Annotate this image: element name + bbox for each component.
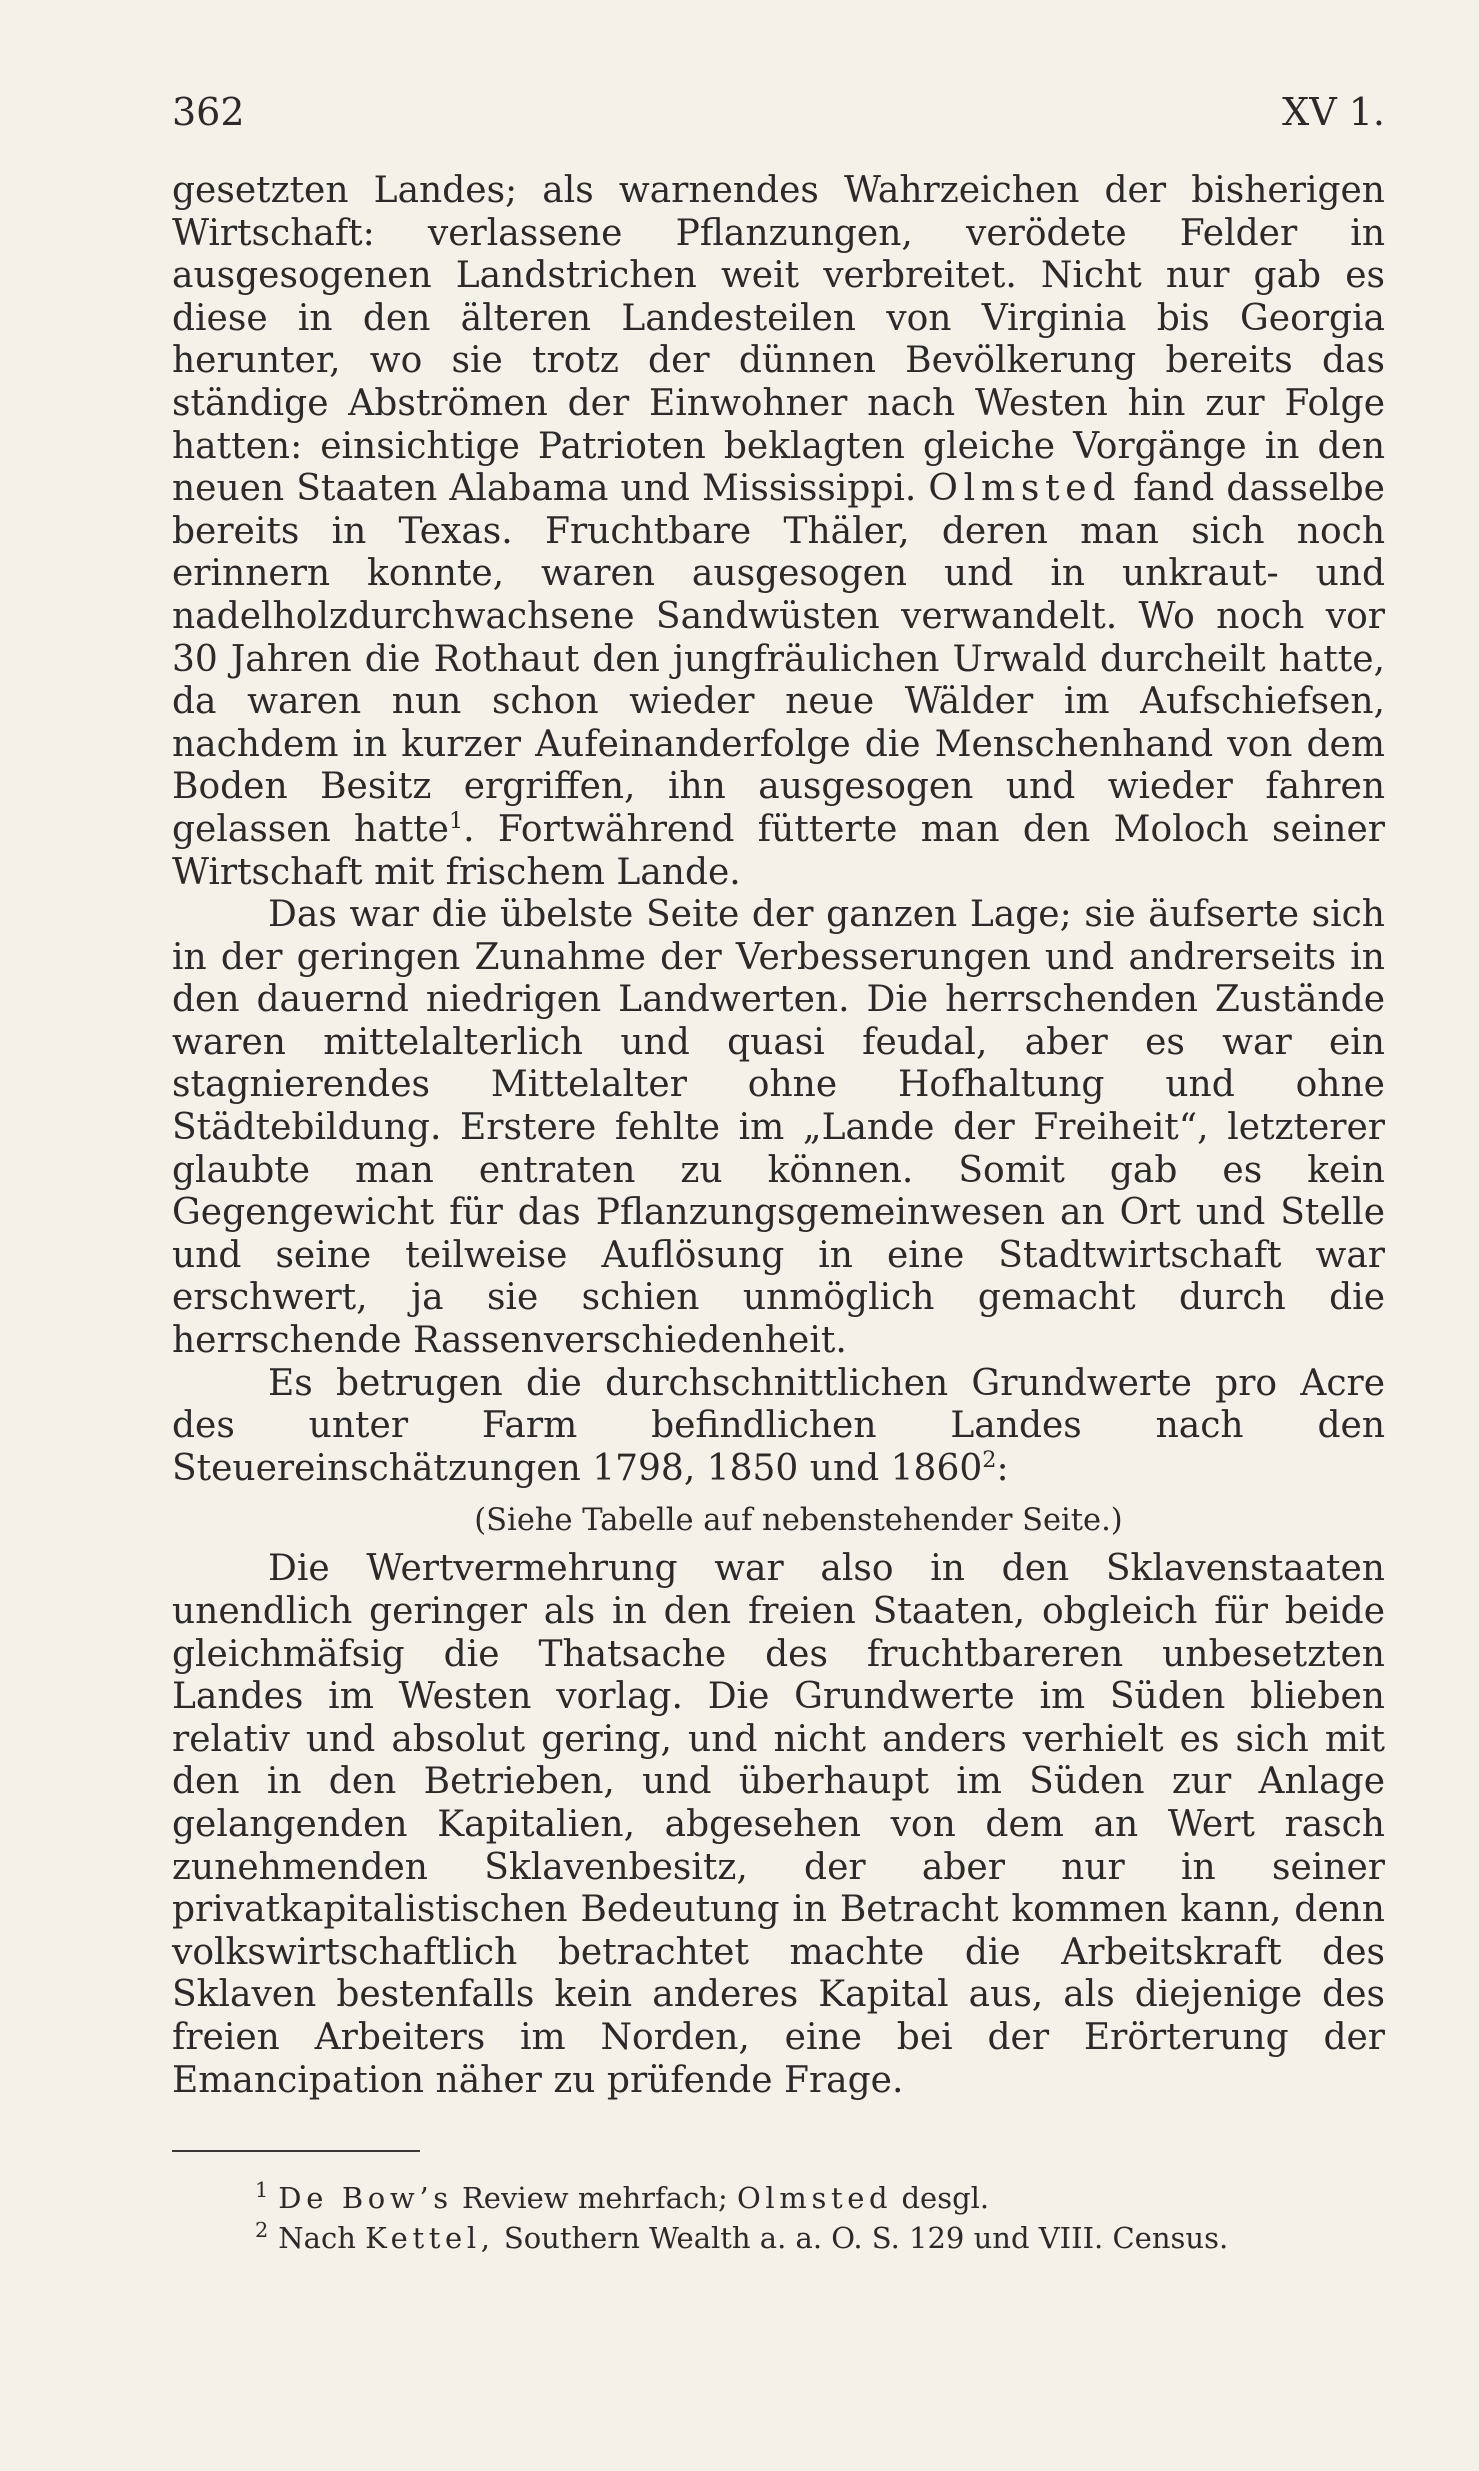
footnote-1 <box>255 2178 1385 2218</box>
paragraph-3 <box>172 1363 1385 1491</box>
paragraph-3-end: : <box>996 1447 1009 1489</box>
running-header <box>172 90 1385 146</box>
paragraph-1-text-b: fand dasselbe bereits in Texas. Fruchtbare Thäler, deren man sich noch erinnern konnte, waren ausgesogen und in unkraut- und nadelholzdurchwachsene Sandwüsten verwandelt. Wo noch vor 30 Jahren die Rothaut den jungfräulichen Urwald durcheilt hatte, da waren nun schon wieder neue Wälder im Aufschiefsen, nachdem in kurzer Aufeinanderfolge die Menschenhand von dem Boden Besitz ergriffen, ihn ausgesogen und wieder fahren gelassen hatte <box>172 468 1385 850</box>
table-reference-note: (Siehe Tabelle auf nebenstehender Seite.) <box>474 1503 1123 1539</box>
footnote-2-text-a: Nach <box>278 2221 356 2255</box>
footnote-1-text-a: Review mehrfach; <box>461 2181 728 2215</box>
footnote-number: 1 <box>255 2178 269 2203</box>
footnotes <box>255 2178 1385 2258</box>
page-number: 362 <box>172 90 245 134</box>
paragraph-3-text: Es betrugen die durchschnittlichen Grundwerte pro Acre des unter Farm befindlichen Landes nach den Steuereinschätzungen 1798, 1850 und 1860 <box>172 1362 1385 1489</box>
footnote-number: 2 <box>255 2218 269 2243</box>
section-label: XV 1. <box>1282 90 1385 134</box>
author-name-olmsted: Olmsted <box>928 468 1122 510</box>
footnote-ref-1: 1 <box>448 807 464 834</box>
paragraph-2: Das war die übelste Seite der ganzen Lage; sie äufserte sich in der geringen Zunahme der Verbesserungen und andrerseits in den dauernd niedrigen Landwerten. Die herrschenden Zustände waren mittelalterlich und quasi feudal, aber es war ein stagnierendes Mittelalter ohne Hofhaltung und ohne Städtebildung. Erstere fehlte im „Lande der Freiheit“, letzterer glaubte man entraten zu können. Somit gab es kein Gegengewicht für das Pflanzungsgemeinwesen an Ort und Stelle und seine teilweise Auflösung in eine Stadtwirtschaft war erschwert, ja sie schien unmöglich gemacht durch die herrschende Rassenverschiedenheit. <box>172 894 1385 1362</box>
footnote-2-text-b: Southern Wealth a. a. O. S. 129 und VIII. Census. <box>503 2221 1229 2255</box>
body-text <box>172 170 1385 2102</box>
paragraph-4: Die Wertvermehrung war also in den Sklavenstaaten unendlich geringer als in den freien Staaten, obgleich für beide gleichmäfsig die Thatsache des fruchtbareren unbesetzten Landes im Westen vorlag. Die Grundwerte im Süden blieben relativ und absolut gering, und nicht anders verhielt es sich mit den in den Betrieben, und überhaupt im Süden zur Anlage gelangenden Kapitalien, abgesehen von dem an Wert rasch zunehmenden Sklavenbesitz, der aber nur in seiner privatkapitalistischen Bedeutung in Betracht kommen kann, denn volkswirtschaftlich betrachtet machte die Arbeitskraft des Sklaven bestenfalls kein anderes Kapital aus, als diejenige des freien Arbeiters im Norden, eine bei der Erörterung der Emancipation näher zu prüfende Frage. <box>172 1548 1385 2101</box>
footnote-name-debow: De Bow’s <box>278 2181 453 2215</box>
footnote-name-kettel: Kettel, <box>365 2221 495 2255</box>
footnote-divider <box>172 2150 420 2152</box>
footnote-1-text-b: desgl. <box>901 2181 990 2215</box>
paragraph-1 <box>172 170 1385 894</box>
footnote-name-olmsted: Olmsted <box>736 2181 893 2215</box>
footnote-ref-2: 2 <box>982 1446 997 1473</box>
paragraph-1-text-a: gesetzten Landes; als warnendes Wahrzeichen der bisherigen Wirtschaft: verlassene Pflanzungen, verödete Felder in ausgesogenen Landstrichen weit verbreitet. Nicht nur gab es diese in den älteren Landesteilen von Virginia bis Georgia herunter, wo sie trotz der dünnen Bevölkerung bereits das ständige Abströmen der Einwohner nach Westen hin zur Folge hatten: einsichtige Patrioten beklagten gleiche Vorgänge in den neuen Staaten Alabama und Mississippi. <box>172 170 1385 510</box>
footnote-2 <box>255 2218 1385 2258</box>
paragraph-1-text-c: . Fortwährend fütterte man den Moloch seiner Wirtschaft mit frischem Lande. <box>172 808 1385 893</box>
